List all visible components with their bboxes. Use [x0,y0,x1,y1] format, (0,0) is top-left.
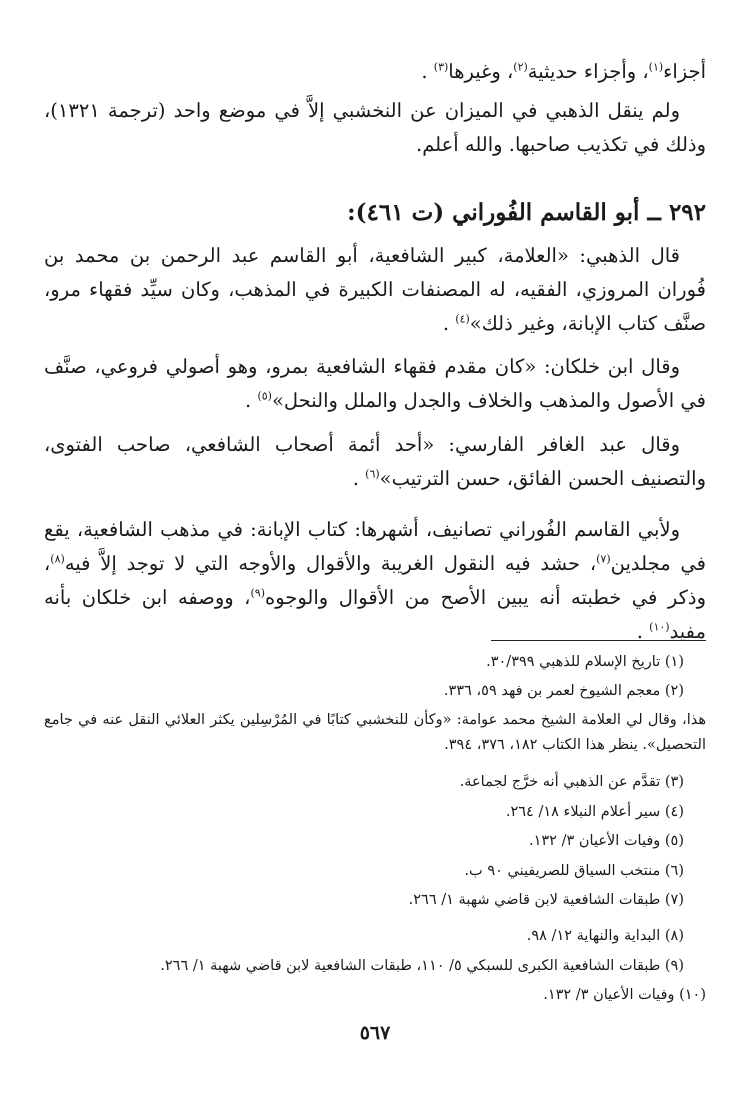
abdul-ghafir-paragraph [44,428,706,496]
footnote-7: (٧) طبقات الشافعية لابن قاضي شهبة ١/ ٢٦٦. [408,892,684,908]
continuation-paragraph [44,55,706,89]
footnote-6: (٦) منتخب السياق للصريفيني ٩٠ ب. [464,863,684,879]
footnote-ref[interactable]: (١) [648,60,664,74]
text-span: . [442,312,456,335]
mizan-paragraph: ولم ينقل الذهبي في الميزان عن النخشبي إلاَّ في موضع واحد (ترجمة ١٣٢١)، وذلك في تكذيب صاحبها. والله أعلم. [44,99,706,156]
footnote-ref[interactable]: (٦) [365,467,380,481]
footnote-8: (٨) البداية والنهاية ١٢/ ٩٨. [526,928,684,944]
entry-heading: ٢٩٢ ــ أبو القاسم الفُوراني (ت ٤٦١): [347,199,706,226]
footnote-1: (١) تاريخ الإسلام للذهبي ٣٠/٣٩٩. [486,654,684,670]
ibn-khallikan-paragraph [44,350,706,418]
text-span: ، وأجزاء حديثية [527,60,649,83]
footnote-ref[interactable]: (٧) [596,552,611,566]
footnote-3: (٣) تقدَّم عن الذهبي أنه خرَّج لجماعة. [459,774,684,790]
text-span: . [352,467,366,490]
text-span: . [421,60,434,83]
footnote-5: (٥) وفيات الأعيان ٣/ ١٣٢. [528,833,684,849]
text-span: . [245,389,258,412]
footnote-note: هذا، وقال لي العلامة الشيخ محمد عوامة: «وكأن للنخشبي كتابًا في المُرْسِلين يكثر العلائي النقل عنه في جامع التحصيل». ينظر هذا الكتاب ١٨٢، ٣٧٦، ٣٩٤. [44,712,706,753]
text-span: أجزاء [663,60,706,83]
footnote-ref[interactable]: (١٠) [649,620,670,634]
footnote-4: (٤) سير أعلام النبلاء ١٨/ ٢٦٤. [505,804,684,820]
text-span: قال الذهبي: «العلامة، كبير الشافعية، أبو القاسم عبد الرحمن بن محمد بن فُوران المروزي، الفقيه، له المصنفات الكبيرة في المذهب، وكان سيِّد فقهاء مرو، صنَّف كتاب الإبانة، وغير ذلك» [44,244,706,335]
footnote-2: (٢) معجم الشيوخ لعمر بن فهد ٥٩، ٣٣٦. [443,683,684,699]
footnote-ref[interactable]: (٢) [513,60,528,74]
text-span: وقال عبد الغافر الفارسي: «أحد أئمة أصحاب الشافعي، صاحب الفتوى، والتصنيف الحسن الفائق، حسن الترتيب» [44,433,706,490]
text-span: وقال ابن خلكان: «كان مقدم فقهاء الشافعية بمرو، وهو أصولي فروعي، صنَّف في الأصول والمذهب والخلاف والجدل والملل والنحل» [44,355,706,412]
dhahabi-quote-paragraph [44,239,706,341]
footnote-10: (١٠) وفيات الأعيان ٣/ ١٣٢. [543,987,706,1003]
footnote-separator [491,640,706,641]
text-span: ، حشد فيه النقول الغريبة والأقوال والأوجه التي لا توجد إلاَّ فيه [64,552,597,575]
footnote-ref[interactable]: (٥) [257,389,272,403]
footnote-ref[interactable]: (٨) [50,552,65,566]
text-span: ، وذكر في خطبته أنه يبين الأصح من الأقوال والوجوه [44,552,707,609]
text-span: ، وغيرها [448,60,514,83]
footnote-9: (٩) طبقات الشافعية الكبرى للسبكي ٥/ ١١٠، طبقات الشافعية لابن قاضي شهبة ١/ ٢٦٦. [160,958,684,974]
footnote-ref[interactable]: (٩) [250,586,265,600]
footnote-ref[interactable]: (٤) [455,312,470,326]
text-span: ، ووصفه ابن خلكان بأنه مفيد [44,586,706,643]
page-number: ٥٦٧ [359,1022,391,1044]
text-span: . [636,620,650,643]
footnote-ref[interactable]: (٣) [433,60,449,74]
works-paragraph [44,513,706,649]
text-span: ولأبي القاسم الفُوراني تصانيف، أشهرها: كتاب الإبانة: في مذهب الشافعية، يقع في مجلدين [44,518,706,575]
